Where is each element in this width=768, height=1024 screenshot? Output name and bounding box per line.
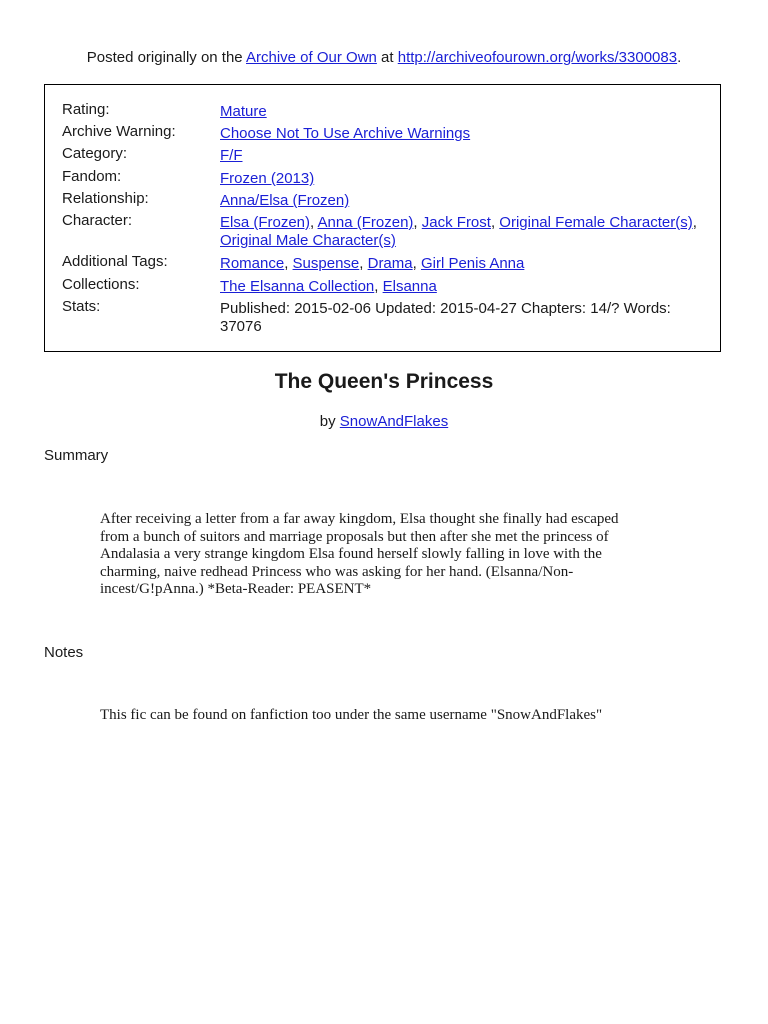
notes-heading: Notes — [44, 644, 84, 661]
category-link[interactable]: F/F — [220, 147, 243, 164]
separator: , — [692, 214, 697, 231]
work-title: The Queen's Princess — [274, 370, 494, 393]
byline — [0, 413, 768, 430]
character-link[interactable]: Original Male Character(s) — [220, 232, 396, 249]
separator: , — [490, 214, 500, 231]
stats-value: Published: 2015-02-06 Updated: 2015-04-27 Chapters: 14/? Words: 37076 — [220, 300, 671, 335]
posted-middle: at — [376, 49, 398, 66]
author-link[interactable]: SnowAndFlakes — [339, 413, 449, 430]
category-label: Category: — [62, 145, 128, 162]
metadata-box — [44, 84, 721, 352]
collections-label: Collections: — [62, 276, 140, 293]
fandom-label: Fandom: — [62, 168, 122, 185]
posted-suffix: . — [677, 49, 682, 66]
relationship-label: Relationship: — [62, 190, 149, 207]
work-url-link[interactable]: http://archiveofourown.org/works/3300083 — [397, 49, 678, 66]
separator: , — [412, 255, 421, 272]
fandom-link[interactable]: Frozen (2013) — [220, 170, 315, 187]
tag-link[interactable]: Girl Penis Anna — [420, 255, 525, 272]
tags-label: Additional Tags: — [62, 253, 168, 270]
relationship-link[interactable]: Anna/Elsa (Frozen) — [220, 192, 350, 209]
separator: , — [284, 255, 293, 272]
collection-link[interactable]: Elsanna — [382, 278, 437, 295]
rating-label: Rating: — [62, 101, 110, 118]
separator: , — [413, 214, 422, 231]
separator: , — [359, 255, 368, 272]
posted-prefix: Posted originally on the — [86, 49, 246, 66]
summary-heading: Summary — [44, 447, 109, 464]
character-link[interactable]: Anna (Frozen) — [317, 214, 414, 231]
by-text: by — [319, 413, 340, 430]
character-link[interactable]: Elsa (Frozen) — [220, 214, 311, 231]
tag-link[interactable]: Romance — [220, 255, 285, 272]
character-label: Character: — [62, 212, 133, 229]
character-link[interactable]: Original Female Character(s) — [499, 214, 693, 231]
rating-link[interactable]: Mature — [220, 103, 267, 120]
character-link[interactable]: Jack Frost — [421, 214, 491, 231]
summary-text: After receiving a letter from a far away kingdom, Elsa thought she finally had escaped from a bunch of suitors and marriage proposals but then after she met the princess of Andalasia a very strange kingdom Elsa found herself slowly falling in love with the charming, naive redhead Princess who was asking for her hand. (Elsanna/Non-incest/G!pAnna.) *Beta-Reader: PEASENT* — [100, 511, 619, 597]
tag-link[interactable]: Drama — [367, 255, 413, 272]
posted-originally-line — [0, 49, 768, 66]
collection-link[interactable]: The Elsanna Collection — [220, 278, 375, 295]
warning-label: Archive Warning: — [62, 123, 176, 140]
separator: , — [374, 278, 383, 295]
stats-label: Stats: — [62, 298, 101, 315]
separator: , — [310, 214, 318, 231]
tag-link[interactable]: Suspense — [292, 255, 360, 272]
warning-link[interactable]: Choose Not To Use Archive Warnings — [220, 125, 471, 142]
notes-text: This fic can be found on fanfiction too under the same username "SnowAndFlakes" — [100, 707, 603, 723]
archive-link[interactable]: Archive of Our Own — [246, 49, 377, 66]
